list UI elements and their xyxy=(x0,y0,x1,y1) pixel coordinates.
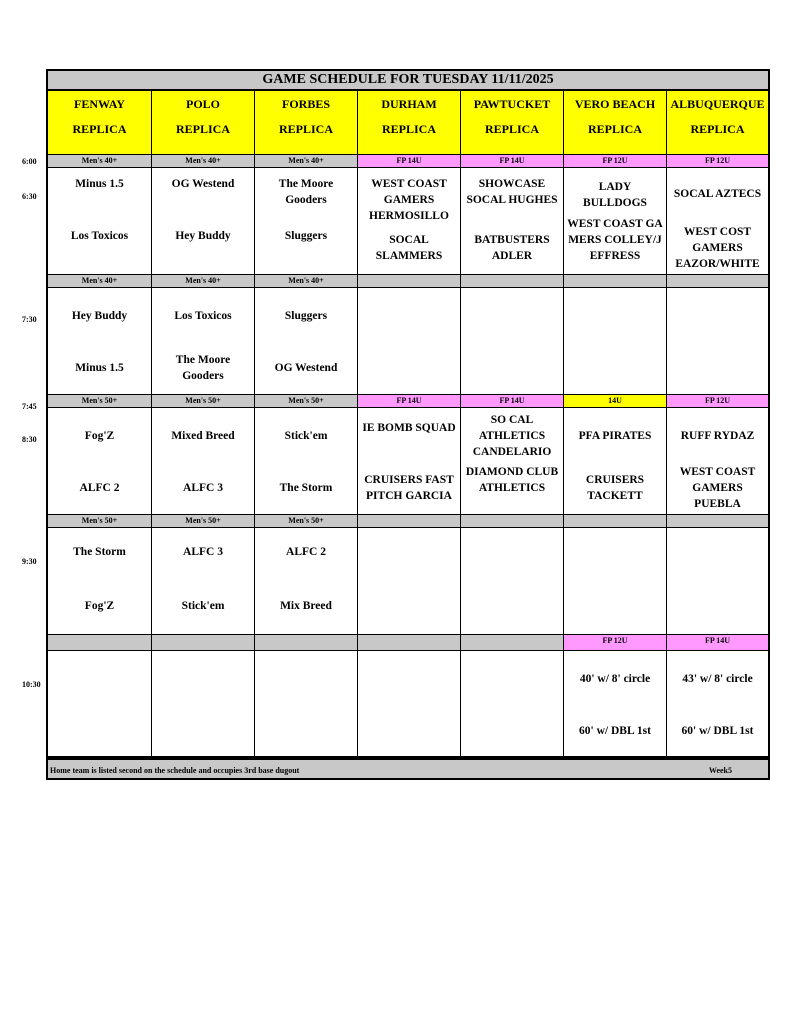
week-label: Week5 xyxy=(708,766,732,775)
time-label: 6:00 xyxy=(22,157,37,166)
field-header xyxy=(48,91,152,155)
home-team: The Storm xyxy=(279,482,333,494)
division-label xyxy=(358,635,461,651)
time-label: 10:30 xyxy=(22,680,41,689)
time-label: 6:30 xyxy=(22,192,37,201)
field-header-row xyxy=(48,91,768,155)
division-label: Men's 50+ xyxy=(48,515,152,528)
game-cell xyxy=(358,651,461,756)
division-label xyxy=(461,635,564,651)
away-team: Minus 1.5 xyxy=(75,178,124,190)
game-cell xyxy=(255,651,358,756)
field-header xyxy=(152,91,255,155)
game-cell xyxy=(255,168,358,275)
division-label xyxy=(564,515,667,528)
division-label: Men's 40+ xyxy=(255,155,358,168)
division-label: FP 12U xyxy=(564,155,667,168)
time-label: 7:30 xyxy=(22,315,37,324)
home-team: Sluggers xyxy=(284,230,328,242)
game-cell xyxy=(358,408,461,515)
away-team: ALFC 2 xyxy=(286,546,326,558)
game-cell xyxy=(48,528,152,635)
game-row xyxy=(48,288,768,395)
division-label: FP 12U xyxy=(667,155,768,168)
away-team: OG Westend xyxy=(171,178,235,190)
away-team: Sluggers xyxy=(284,310,328,322)
away-team: Hey Buddy xyxy=(71,310,128,322)
away-team: Los Toxicos xyxy=(174,310,232,322)
division-band-row xyxy=(48,635,768,651)
division-label xyxy=(667,515,768,528)
away-team: SO CAL ATHLETICS CANDELARIO xyxy=(472,414,552,458)
division-label: Men's 50+ xyxy=(152,515,255,528)
home-team: Fog'Z xyxy=(84,600,115,612)
division-band-row xyxy=(48,515,768,528)
game-row xyxy=(48,408,768,515)
division-label: Men's 40+ xyxy=(152,155,255,168)
game-cell xyxy=(461,408,564,515)
schedule-title: GAME SCHEDULE FOR TUESDAY 11/11/2025 xyxy=(46,69,770,91)
away-team: 43' w/ 8' circle xyxy=(682,673,753,685)
game-cell xyxy=(152,651,255,756)
time-label: 9:30 xyxy=(22,557,37,566)
division-label: Men's 50+ xyxy=(48,395,152,408)
game-cell xyxy=(461,288,564,395)
game-cell xyxy=(461,168,564,275)
game-cell xyxy=(564,288,667,395)
game-cell xyxy=(255,528,358,635)
home-team: ALFC 3 xyxy=(183,482,223,494)
home-team: WEST COAST GAMERS COLLEY/JEFFRESS xyxy=(567,218,663,262)
field-header xyxy=(667,91,768,155)
game-row xyxy=(48,528,768,635)
game-cell xyxy=(48,408,152,515)
game-cell xyxy=(564,168,667,275)
division-label xyxy=(461,515,564,528)
field-sub: REPLICA xyxy=(175,122,230,136)
game-cell xyxy=(667,408,768,515)
division-band-row xyxy=(48,395,768,408)
division-label: FP 14U xyxy=(358,155,461,168)
field-name: VERO BEACH xyxy=(574,97,656,111)
away-team: SHOWCASE SOCAL HUGHES xyxy=(466,178,558,206)
division-label: FP 12U xyxy=(667,395,768,408)
away-team: PFA PIRATES xyxy=(578,430,652,442)
time-label: 7:45 xyxy=(22,402,37,411)
field-sub: REPLICA xyxy=(381,122,436,136)
home-team: BATBUSTERS ADLER xyxy=(474,234,550,262)
home-team: CRUISERS TACKETT xyxy=(585,474,645,502)
home-team: Los Toxicos xyxy=(70,230,129,242)
game-cell xyxy=(358,288,461,395)
game-cell xyxy=(48,168,152,275)
division-label xyxy=(461,275,564,288)
home-team: 60' w/ DBL 1st xyxy=(681,725,754,737)
field-sub: REPLICA xyxy=(278,122,333,136)
division-label: Men's 50+ xyxy=(152,395,255,408)
game-cell xyxy=(564,651,667,756)
division-label xyxy=(358,275,461,288)
game-cell xyxy=(358,528,461,635)
away-team: The Storm xyxy=(73,546,126,558)
away-team: 40' w/ 8' circle xyxy=(579,673,651,685)
away-team: Mixed Breed xyxy=(171,430,235,442)
home-team: DIAMOND CLUB ATHLETICS xyxy=(465,466,559,494)
home-team: CRUISERS FAST PITCH GARCIA xyxy=(364,474,454,502)
field-header xyxy=(358,91,461,155)
schedule-grid xyxy=(46,91,770,758)
division-label: Men's 40+ xyxy=(48,275,152,288)
field-name: FORBES xyxy=(281,97,330,111)
home-team: Hey Buddy xyxy=(175,230,231,242)
field-sub: REPLICA xyxy=(72,122,127,136)
division-label: FP 14U xyxy=(667,635,768,651)
division-label xyxy=(667,275,768,288)
home-team: The Moore Gooders xyxy=(175,354,231,382)
away-team: SOCAL AZTECS xyxy=(673,188,762,200)
schedule-sheet xyxy=(46,69,770,780)
game-cell xyxy=(358,168,461,275)
home-team: Minus 1.5 xyxy=(75,362,124,374)
division-label: 14U xyxy=(564,395,667,408)
field-name: PAWTUCKET xyxy=(473,97,551,111)
game-cell xyxy=(564,528,667,635)
field-sub: REPLICA xyxy=(587,122,642,136)
game-cell xyxy=(255,408,358,515)
home-team: SOCAL SLAMMERS xyxy=(375,234,443,262)
game-cell xyxy=(667,651,768,756)
division-band-row xyxy=(48,275,768,288)
division-label: FP 12U xyxy=(564,635,667,651)
game-row xyxy=(48,651,768,756)
field-header xyxy=(255,91,358,155)
division-label xyxy=(564,275,667,288)
game-cell xyxy=(461,651,564,756)
division-label xyxy=(48,635,152,651)
home-team: WEST COAST GAMERS PUEBLA xyxy=(679,466,756,510)
game-cell xyxy=(667,528,768,635)
away-team: IE BOMB SQUAD xyxy=(362,422,456,434)
field-sub: REPLICA xyxy=(484,122,539,136)
away-team: WEST COAST GAMERS HERMOSILLO xyxy=(369,178,449,222)
game-cell xyxy=(152,408,255,515)
game-cell xyxy=(152,168,255,275)
field-name: ALBUQUERQUE xyxy=(670,97,765,111)
away-team: LADY BULLDOGS xyxy=(583,181,647,209)
game-cell xyxy=(48,651,152,756)
field-sub: REPLICA xyxy=(690,122,745,136)
away-team: The Moore Gooders xyxy=(278,178,334,206)
division-label xyxy=(152,635,255,651)
game-cell xyxy=(667,168,768,275)
game-cell xyxy=(255,288,358,395)
division-label: FP 14U xyxy=(358,395,461,408)
game-cell xyxy=(461,528,564,635)
footer-bar xyxy=(46,758,770,780)
division-band-row xyxy=(48,155,768,168)
game-cell xyxy=(48,288,152,395)
home-team: Mix Breed xyxy=(280,600,332,612)
home-team: WEST COST GAMERS EAZOR/WHITE xyxy=(675,226,760,270)
division-label: FP 14U xyxy=(461,395,564,408)
game-cell xyxy=(152,528,255,635)
game-cell xyxy=(152,288,255,395)
game-cell xyxy=(564,408,667,515)
division-label xyxy=(358,515,461,528)
time-label: 8:30 xyxy=(22,435,37,444)
home-team: OG Westend xyxy=(274,362,338,374)
away-team: RUFF RYDAZ xyxy=(680,430,755,442)
field-header xyxy=(461,91,564,155)
division-label: Men's 50+ xyxy=(255,515,358,528)
field-name: FENWAY xyxy=(74,97,125,111)
division-label: FP 14U xyxy=(461,155,564,168)
division-label: Men's 40+ xyxy=(48,155,152,168)
home-team-note: Home team is listed second on the schedule and occupies 3rd base dugout xyxy=(50,766,300,775)
game-cell xyxy=(667,288,768,395)
division-label xyxy=(255,635,358,651)
away-team: Stick'em xyxy=(284,430,328,442)
away-team: ALFC 3 xyxy=(183,546,223,558)
field-name: DURHAM xyxy=(381,97,437,111)
division-label: Men's 40+ xyxy=(152,275,255,288)
division-label: Men's 50+ xyxy=(255,395,358,408)
field-name: POLO xyxy=(185,97,220,111)
field-header xyxy=(564,91,667,155)
home-team: ALFC 2 xyxy=(79,482,120,494)
division-label: Men's 40+ xyxy=(255,275,358,288)
home-team: 60' w/ DBL 1st xyxy=(579,725,651,737)
away-team: Fog'Z xyxy=(84,430,115,442)
game-row xyxy=(48,168,768,275)
home-team: Stick'em xyxy=(181,600,225,612)
